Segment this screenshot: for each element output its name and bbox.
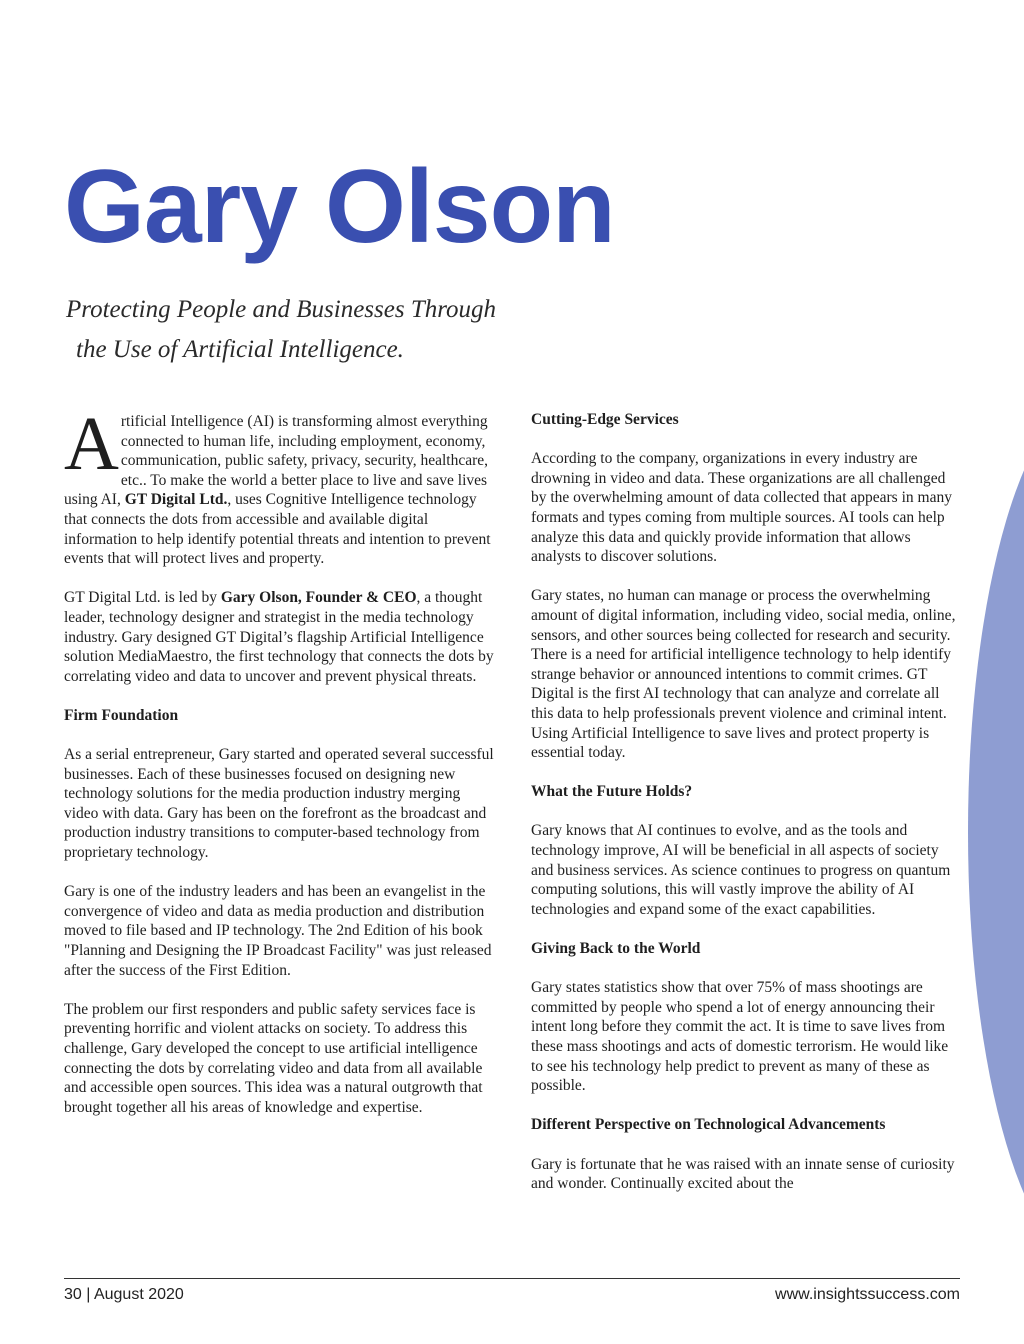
cutting-paragraph-2: Gary states, no human can manage or process the overwhelming amount of digital information, including video, social media, online, sensors, and other sources being collected for research and security. There is a need for artificial intelligence technology to help identify strange behavior or announced intentions to commit crimes. GT Digital is the first AI technology that can analyze and correlate all this data to help professionals prevent violence and criminal intent. Using Artificial Intelligence to save lives and protect property is essential today. [531, 587, 956, 762]
heading-giving-back: Giving Back to the World [531, 940, 701, 958]
footer-website: www.insightssuccess.com [775, 1286, 960, 1303]
subtitle-line-1: Protecting People and Businesses Through [66, 296, 497, 323]
heading-perspective: Different Perspective on Technological Advancements [531, 1116, 886, 1134]
leader-paragraph: GT Digital Ltd. is led by Gary Olson, Founder & CEO, a thought leader, technology designer and strategist in the media technology industry. Gary designed GT Digital’s flagship Artificial Intelligence solution MediaMaestro, the first technology that connects the dots by correlating video and data to uncover and prevent physical threats. [64, 589, 494, 685]
firm-paragraph-2: Gary is one of the industry leaders and has been an evangelist in the convergence of video and data as media production and distribution moved to file based and IP technology. The 2nd Edition of his book "Planning and Designing the IP Broadcast Facility" was just released after the success of the First Edition. [64, 883, 492, 979]
page-title: Gary Olson [64, 149, 615, 265]
drop-cap: A [64, 402, 119, 486]
firm-paragraph-3: The problem our first responders and public safety services face is preventing horrific and violent attacks on society. To address this challenge, Gary developed the concept to use artificial intelligence connecting the dots by correlating video and data from all available and accessible open sources. This idea was a natural outgrowth that brought together all his areas of knowledge and expertise. [64, 1000, 483, 1116]
footer-page-info: 30 | August 2020 [64, 1286, 184, 1303]
decorative-arc [968, 392, 1024, 1272]
left-column [64, 402, 494, 1137]
founder-name: Gary Olson, Founder & CEO [220, 589, 417, 607]
right-column [531, 410, 961, 1213]
heading-firm-foundation: Firm Foundation [64, 706, 179, 724]
heading-future: What the Future Holds? [531, 783, 693, 801]
future-paragraph: Gary knows that AI continues to evolve, and as the tools and technology improve, AI will be beneficial in all aspects of society and business services. As science continues to progress on quantum computing solutions, this will vastly improve the ability of AI technologies and expand some of the exact capabilities. [531, 822, 951, 918]
subtitle-line-2: the Use of Artificial Intelligence. [76, 336, 404, 363]
intro-paragraph: Artificial Intelligence (AI) is transforming almost everything connected to human life, including employment, economy, communication, public safety, privacy, security, healthcare, etc.. To make the world a better place to live and save lives using AI, GT Digital Ltd., uses Cognitive Intelligence technology that connects the dots from accessible and available digital information to help identify potential threats and intention to prevent events that will protect lives and property. [64, 402, 491, 568]
perspective-paragraph: Gary is fortunate that he was raised with an innate sense of curiosity and wonder. Continually excited about the [531, 1155, 955, 1193]
subtitle [66, 290, 496, 370]
company-name: GT Digital Ltd. [124, 491, 228, 509]
cutting-paragraph-1: According to the company, organizations in every industry are drowning in video and data. These organizations are all challenged by the overwhelming amount of data collected that appears in many formats and types coming from multiple sources. AI tools can help analyze this data and quickly provide information that allows analysts to discover solutions. [531, 450, 952, 566]
heading-cutting-edge: Cutting-Edge Services [531, 411, 679, 428]
footer-divider [64, 1278, 960, 1279]
firm-paragraph-1: As a serial entrepreneur, Gary started and operated several successful businesses. Each of these businesses focused on designing new technology solutions for the media production industry merging video with data. Gary has been on the forefront as the broadcast and production industry transitions to computer-based technology from proprietary technology. [64, 746, 494, 862]
giving-paragraph: Gary states statistics show that over 75% of mass shootings are committed by people who spend a lot of energy announcing their intent long before they commit the act. It is time to save lives from these mass shootings and acts of domestic terrorism. He would like to see his technology help predict to prevent as many of these as possible. [531, 979, 949, 1095]
